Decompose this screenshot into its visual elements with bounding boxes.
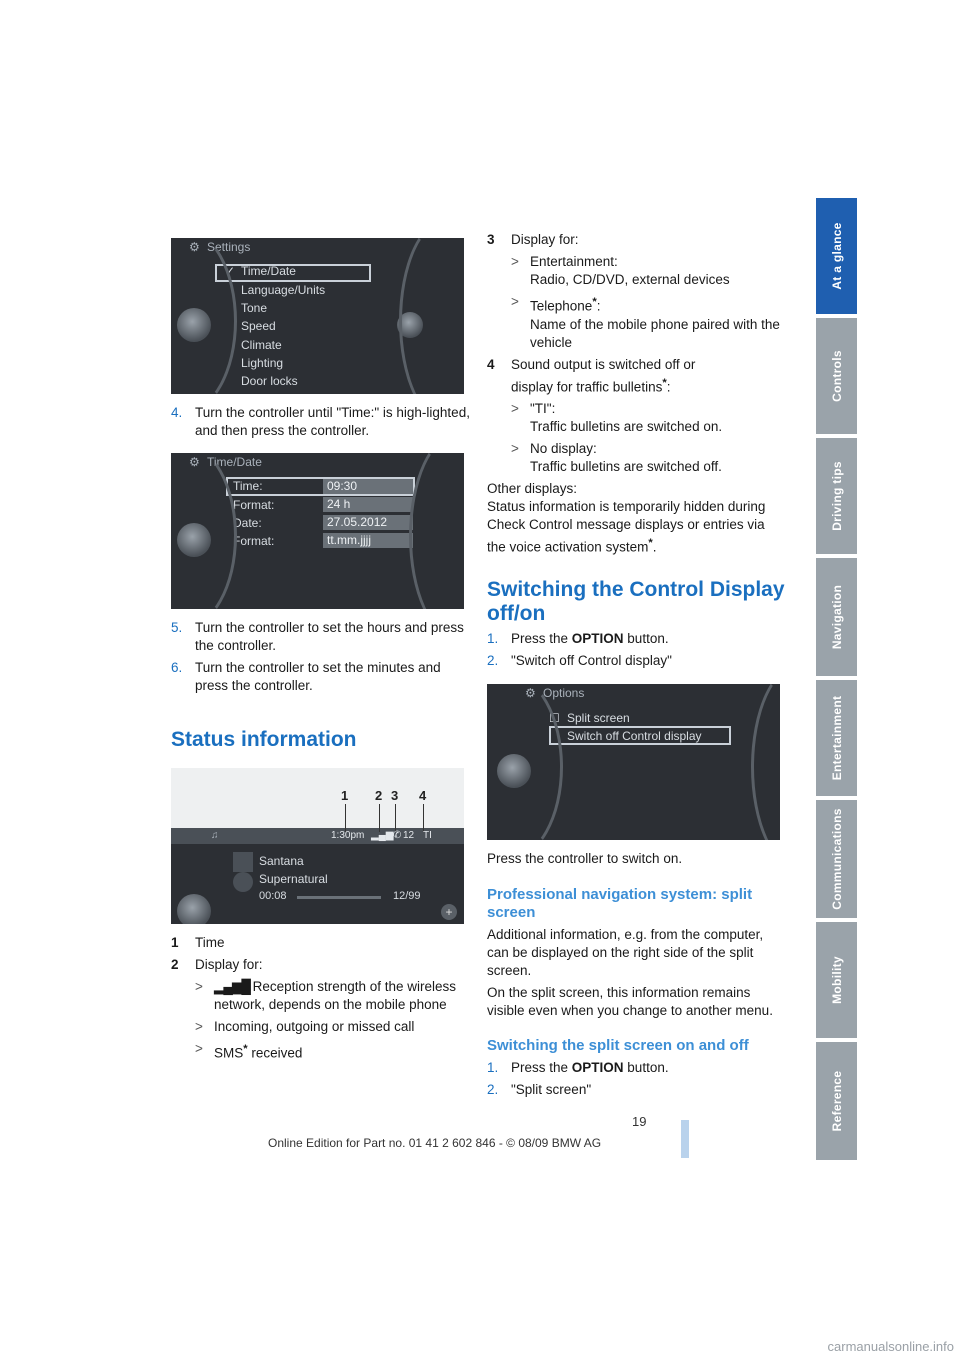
sidebar-tab-label: At a glance xyxy=(829,222,844,290)
item-number: 3 xyxy=(487,232,495,247)
signal-icon: ▂▄▆ xyxy=(371,830,394,841)
arc-decoration xyxy=(409,453,464,609)
plus-icon: + xyxy=(441,904,457,920)
field-value: 24 h xyxy=(323,497,413,512)
phone-icon: ✆ xyxy=(393,830,402,841)
option-button-name: OPTION xyxy=(571,1060,624,1075)
screen-title: Time/Date xyxy=(207,455,262,469)
item-number: 2 xyxy=(171,957,179,972)
sidebar-tab-label: Controls xyxy=(829,350,844,402)
field-label: Format: xyxy=(233,498,275,512)
sidebar-tab-communications[interactable] xyxy=(816,800,857,918)
bullet-ti xyxy=(511,400,782,436)
bullet-title: "TI": xyxy=(530,401,556,416)
item-text: Display for: xyxy=(511,232,579,247)
bullet-text: Radio, CD/DVD, external devices xyxy=(530,272,730,287)
item-number: 1 xyxy=(171,935,179,950)
callout-4: 4 xyxy=(419,788,427,803)
step-number: 1. xyxy=(487,631,499,646)
other-displays-title: Other displays: xyxy=(487,481,578,496)
status-item-4 xyxy=(487,356,782,397)
bullet-title: Entertainment: xyxy=(530,254,618,269)
bullet-telephone xyxy=(511,293,782,352)
bullet-colon: : xyxy=(596,298,601,314)
callout-line xyxy=(395,804,396,832)
status-screenshot xyxy=(171,768,464,924)
callout-line xyxy=(345,804,346,832)
arc-decoration xyxy=(487,684,563,840)
options-screenshot xyxy=(487,684,780,840)
media-icon: ♫ xyxy=(211,830,219,841)
item-text: Time xyxy=(195,935,225,950)
step-number: 2. xyxy=(487,1082,499,1097)
step-text: Turn the controller to set the hours and press the controller. xyxy=(195,620,464,653)
menu-item: Tone xyxy=(241,301,268,315)
bullet-glyph: > xyxy=(511,254,519,269)
bullet-text: Reception strength of the wireless network, depends on the mobile phone xyxy=(214,979,457,1012)
check-icon: ✓ xyxy=(225,264,236,278)
sidebar-tab-driving-tips[interactable] xyxy=(816,438,857,554)
step-text: button. xyxy=(623,1060,669,1075)
item-text: display for traffic bulletins xyxy=(511,379,663,394)
option-star: * xyxy=(243,1043,248,1055)
arc-decoration xyxy=(751,684,780,840)
step-number: 2. xyxy=(487,653,499,668)
menu-item: Time/Date xyxy=(241,264,296,278)
bullet-glyph: > xyxy=(195,1041,203,1056)
bullet-reception xyxy=(195,978,471,1014)
step-text: Press the xyxy=(511,1060,572,1075)
bullet-sms xyxy=(195,1040,471,1063)
sidebar-tab-label: Communications xyxy=(829,808,844,910)
field-value: 27.05.2012 xyxy=(323,515,413,530)
subheading-split-toggle: Switching the split screen on and off xyxy=(487,1037,749,1054)
other-displays-text: Status information is temporarily hidden during Check Control message displays or entries via the voice activation system xyxy=(487,499,766,555)
field-label: Format: xyxy=(233,534,275,548)
status-entry: Supernatural xyxy=(259,872,328,886)
step-text: button. xyxy=(623,631,669,646)
settings-screenshot xyxy=(171,238,464,394)
progress-track xyxy=(297,896,381,899)
press-controller-text: Press the controller to switch on. xyxy=(487,851,683,866)
split-step-1 xyxy=(487,1059,782,1077)
sidebar-tab-label: Entertainment xyxy=(829,695,844,781)
menu-item: Lighting xyxy=(241,356,284,370)
step-text: Press the xyxy=(511,631,572,646)
menu-item: Switch off Control display xyxy=(567,729,702,743)
screen-title: Settings xyxy=(207,240,251,254)
bullet-text: Traffic bulletins are switched off. xyxy=(530,459,722,474)
bullet-text: SMS xyxy=(214,1045,244,1061)
screen-title: Options xyxy=(543,686,585,700)
split-step-2 xyxy=(487,1081,782,1099)
option-star: * xyxy=(662,376,667,389)
step-number: 4. xyxy=(171,405,183,420)
album-icon xyxy=(233,852,253,872)
item-text: Sound output is switched off or xyxy=(511,356,696,372)
section-heading: Status information xyxy=(171,728,357,751)
status-entry: Santana xyxy=(259,854,304,868)
menu-item: Climate xyxy=(241,338,282,352)
elapsed-time: 00:08 xyxy=(259,890,287,902)
cd-icon xyxy=(233,872,253,892)
bullet-glyph: > xyxy=(195,1019,203,1034)
sidebar-tab-mobility[interactable] xyxy=(816,922,857,1038)
bullet-entertainment xyxy=(511,253,782,289)
sidebar-tab-at-a-glance[interactable] xyxy=(816,198,857,314)
step-text: Turn the controller to set the minutes and press the controller. xyxy=(195,660,441,693)
footer-text: Online Edition for Part no. 01 41 2 602 846 - © 08/09 BMW AG xyxy=(268,1136,602,1150)
section-heading: Switching the Control Display off/on xyxy=(487,578,785,625)
bullet-glyph: > xyxy=(511,294,519,309)
sidebar-tab-navigation[interactable] xyxy=(816,558,857,676)
bullet-text: Name of the mobile phone paired with the vehicle xyxy=(530,316,780,350)
bullet-glyph: > xyxy=(511,441,519,456)
item-number: 4 xyxy=(487,356,495,372)
step-text: "Split screen" xyxy=(511,1082,592,1097)
item-text: Display for: xyxy=(195,957,263,972)
bullet-call xyxy=(195,1018,471,1036)
menu-item: Split screen xyxy=(567,711,630,725)
sidebar-tab-label: Reference xyxy=(829,1070,844,1132)
gear-icon: ⚙ xyxy=(189,455,200,469)
status-time: 1:30pm xyxy=(331,830,365,841)
sidebar-tab-reference[interactable] xyxy=(816,1042,857,1160)
callout-2: 2 xyxy=(375,788,383,803)
option-step-1 xyxy=(487,630,782,648)
option-step-2 xyxy=(487,652,782,670)
bullet-glyph: > xyxy=(511,401,519,416)
step-4 xyxy=(171,404,471,440)
page-marker-bar xyxy=(681,1120,689,1158)
step-number: 5. xyxy=(171,620,183,635)
paragraph: On the split screen, this information remains visible even when you change to another menu. xyxy=(487,985,773,1018)
sidebar-tab-entertainment[interactable] xyxy=(816,680,857,796)
checkbox-icon: ☐ xyxy=(549,711,560,725)
status-item-2 xyxy=(171,956,471,974)
bullet-text: Incoming, outgoing or missed call xyxy=(214,1019,415,1034)
gear-icon: ⚙ xyxy=(189,240,200,254)
sidebar-tab-label: Navigation xyxy=(829,584,844,650)
bullet-glyph: > xyxy=(195,979,203,994)
timedate-screenshot xyxy=(171,453,464,609)
arc-decoration xyxy=(171,238,237,394)
callout-line xyxy=(379,804,380,832)
sidebar-tab-label: Driving tips xyxy=(829,461,844,531)
sidebar-tab-controls[interactable] xyxy=(816,318,857,434)
field-label: Time: xyxy=(233,479,263,493)
bullet-no-display xyxy=(511,440,782,476)
bullet-text: received xyxy=(247,1045,303,1061)
paragraph: Additional information, e.g. from the computer, can be displayed on the right side of the split screen. xyxy=(487,927,764,978)
item-colon: : xyxy=(666,379,671,394)
period: . xyxy=(652,539,657,555)
callout-1: 1 xyxy=(341,788,349,803)
option-button-name: OPTION xyxy=(571,631,624,646)
callout-line xyxy=(423,804,424,832)
step-5 xyxy=(171,619,471,655)
field-label: Date: xyxy=(233,516,262,530)
option-star: * xyxy=(592,296,597,308)
track-number: 12/99 xyxy=(393,890,421,902)
step-6 xyxy=(171,659,471,695)
arc-decoration xyxy=(399,238,464,394)
step-text: Turn the controller until "Time:" is high-lighted, and then press the controller. xyxy=(195,405,470,438)
status-item-1 xyxy=(171,934,471,952)
menu-item: Door locks xyxy=(241,374,298,388)
gear-icon: ⚙ xyxy=(525,686,536,700)
step-number: 6. xyxy=(171,660,183,675)
page-number: 19 xyxy=(632,1114,647,1129)
field-value: tt.mm.jjjj xyxy=(323,533,413,548)
field-value: 09:30 xyxy=(323,479,413,494)
subheading-split-screen: Professional navigation system: split screen xyxy=(487,886,753,921)
menu-item: Language/Units xyxy=(241,283,326,297)
menu-item: Speed xyxy=(241,319,276,333)
signal-strength-icon: ▂▄▆█ xyxy=(214,979,253,994)
option-star: * xyxy=(648,537,653,549)
bullet-title: Telephone xyxy=(530,298,593,314)
bullet-title: No display: xyxy=(530,441,597,456)
watermark: carmanualsonline.info xyxy=(827,1339,954,1354)
controller-knob xyxy=(177,894,211,924)
step-text: "Switch off Control display" xyxy=(511,653,672,668)
callout-3: 3 xyxy=(391,788,399,803)
sms-count: 12 xyxy=(403,830,415,841)
step-number: 1. xyxy=(487,1060,499,1075)
bullet-text: Traffic bulletins are switched on. xyxy=(530,419,723,434)
sidebar-tab-label: Mobility xyxy=(829,956,844,1004)
status-item-3 xyxy=(487,231,782,249)
ti-indicator: TI xyxy=(423,830,432,841)
